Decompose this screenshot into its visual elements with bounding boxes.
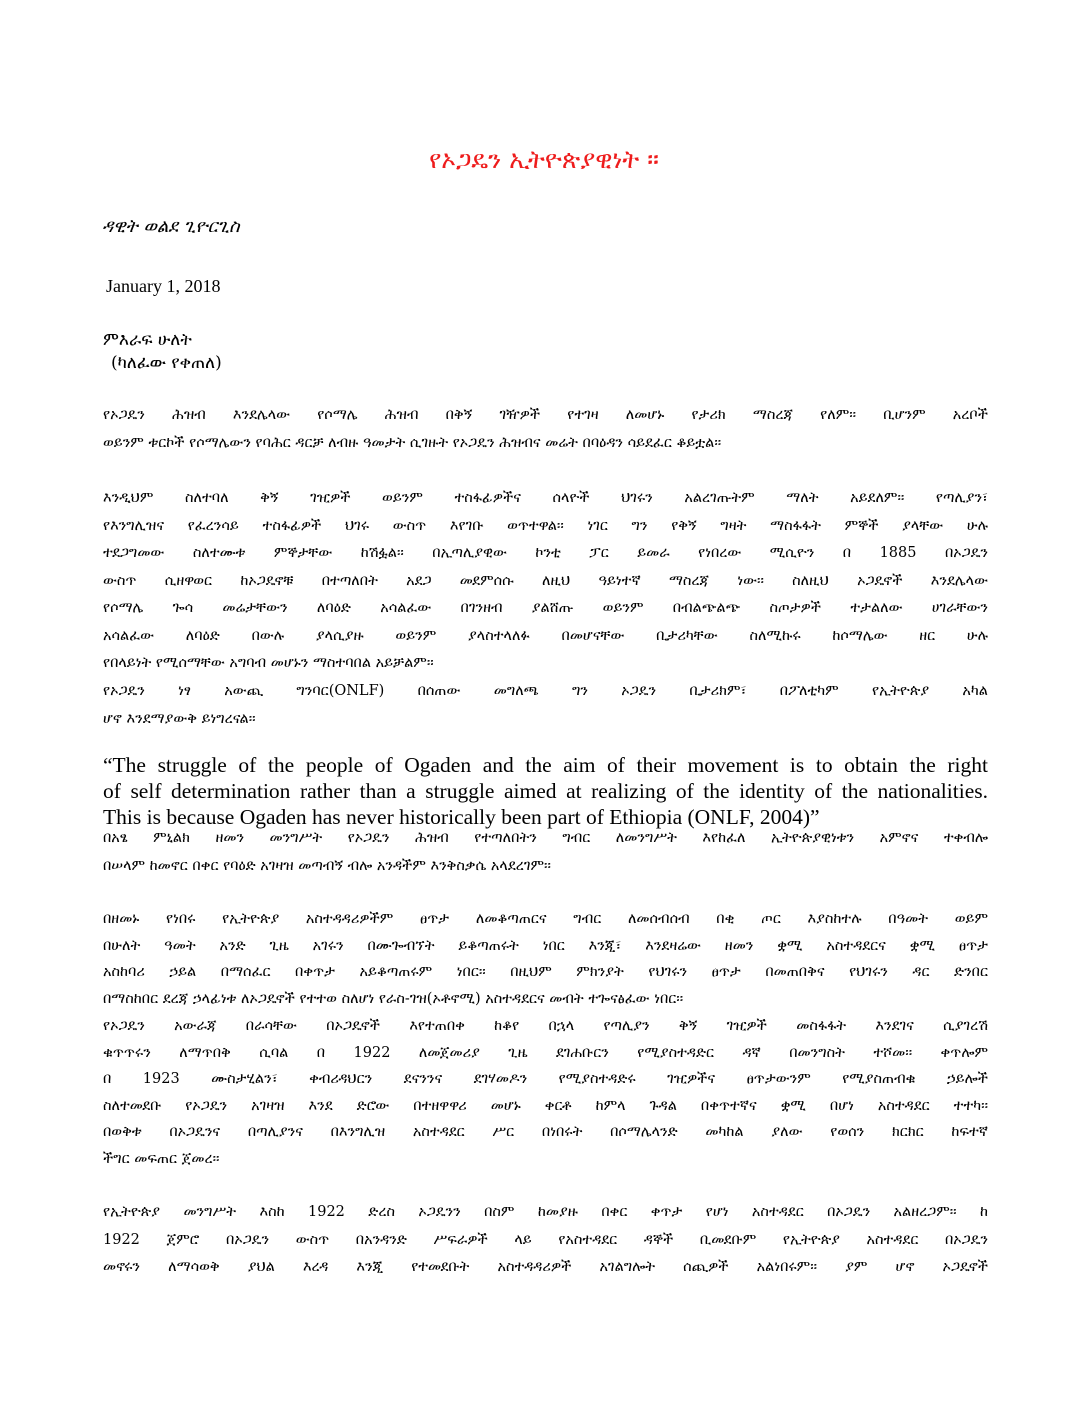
quote-line: “The struggle of the people of Ogaden and the aim of their movement is to obtain the right [103,753,988,777]
paragraph-line: ወይንም ቱርኮች የሶማሌውን የባሕር ዳርቻ ለብዙ ዓመታት ሲገዙት የኦጋዴን ሕዝብና መሬት በባዕዳን ሳይደፈር ቆይቷል፡፡ [103,434,722,451]
paragraph-4 [103,825,988,880]
paragraph-line: 1922 ጀምሮ በኦጋዴን ውስጥ በአንዳንድ ሥፍራዎች ላይ የአስተዳደር ዳኞች ቢመደቡም የኢትዮጵያ አስተዳደር በኦጋዴን [103,1231,988,1248]
chapter-note: (ካለፈው የቀጠለ) [111,353,222,373]
paragraph-line: የኦጋዴን ሕዝብ እንደሌላው የሶማሌ ሕዝብ በቅኝ ገዥዎች የተገዛ ለመሆኑ የታሪክ ማስረጃ የለም፡፡ ቢሆንም አረቦች [103,407,988,423]
author-name: ዳዊት ወልደ ጊዮርጊስ [102,216,240,237]
paragraph-line: ስለተመደቡ የኦጋዴን አገዛዝ እንደ ድሮው በተዘዋዋሪ መሆኑ ቀርቶ ከምላ ጉዳል በቀጥተኛና ቋሚ በሆነ አስተዳደር ተተካ፡፡ [103,1097,988,1114]
paragraph-line: በአፄ ምኒልክ ዘመን መንግሥት የኦጋዴን ሕዝብ የተጣለበትን ግብር ለመንግሥት እየከፈለ ኢትዮጵያዊነቱን አምኖና ተቀብሎ [103,830,988,846]
paragraph-line: በማስከበር ደረጃ ኃላፊነቱ ለኦጋዴኖች የተተወ ስለሆነ የራስ-ገዝ(ኦቶኖሚ) አስተዳደርና መብት ተጐናፅፈው ነበር፡፡ [103,990,684,1007]
paragraph-line: ቁጥጥሩን ለማጥበቅ ሲባል በ 1922 ለመጀመሪያ ጊዜ ደገሐቡርን የሚያስተዳድር ዳኛ በመንግስት ተሾመ፡፡ ቀጥሎም [103,1044,988,1061]
paragraph-line: የኢትዮጵያ መንግሥት እስከ 1922 ድረስ ኦጋዴንን በስም ከመያዙ በቀር ቀጥታ የሆነ አስተዳደር በኦጋዴን አልዘረጋም፡፡ ከ [103,1204,988,1220]
paragraph-line: በሁለት ዓመት አንድ ጊዜ አገሩን በሙጐብኘት ይቆጣጠሩት ነበር እንጂ፣ እንደዛሬው ዘመን ቋሚ አስተዳደርና ቋሚ ፀጥታ [103,937,988,954]
paragraph-line: የኦጋዴን ነፃ አውጪ ግንባር(ONLF) በሰጠው መግለጫ ግን ኦጋዴን ቢታሪክም፣ በፖለቲካም የኢትዮጵያ አካል [103,683,988,699]
quote-line: of self determination rather than a struggle aimed at realizing of the identity of the nationalities. [103,779,988,803]
paragraph-line: ሆኖ እንደማያውቅ ይነግረናል፡፡ [103,710,256,727]
paragraph-line: በወቅቱ በኦጋዴንና በጣሊያንና በእንግሊዝ አስተዳደር ሥር በነበሩት በሶማሌላንድ መካከል ያለው የወሰን ክርክር ከፍተኛ [103,1124,988,1140]
paragraph-line: አሳልፈው ለባዕድ በውሉ ያላሲያዙ ወይንም ያላስተላለፉ በመሆናቸው ቢታሪካቸው ስለሚኩሩ ከሶማሌው ዘር ሁሉ [103,627,988,644]
paragraph-line: በሠላም ከመኖር በቀር የባዕድ አገዛዝ መጣብኝ ብሎ አንዳችም እንቅስቃሴ አላደረገም፡፡ [103,857,551,874]
paragraph-line: ውስጥ ሲዘዋወር ከኦጋዴኖቹ በተጣለበት አደጋ መደምሰሱ ለዚህ ዓይነተኛ ማስረጃ ነው፡፡ ስለዚህ ኦጋዴኖች እንደሌላው [103,572,988,589]
paragraph-line: የኦጋዴን አውራጃ በራሳቸው በኦጋዴኖች እየተጠበቀ ከቆየ በኋላ የጣሊያን ቅኝ ገዢዎች መስፋፋት እንደገና ሲያገረሽ [103,1018,988,1034]
paragraph-5 [103,906,988,1012]
paragraph-line: በ 1923 ሙስታሂልን፣ ቀብሪዳህርን ደናንንና ደገሃመዶን የሚያስተዳድሩ ገዢዎችና ፀጥታውንም የሚያስጠብቁ ኃይሎች [103,1071,988,1087]
paragraph-2 [103,485,988,678]
paragraph-7 [103,1199,988,1282]
paragraph-line: የእንግሊዝና የፈረንሳይ ተስፋፊዎች ህገሩ ውስጥ እየገቡ ወጥተዋል፡፡ ነገር ግን የቅኝ ግዛት ማስፋፋት ምኞች ያላቸው ሁሉ [103,517,988,534]
paragraph-line: ችግር መፍጠር ጀመረ፡፡ [103,1150,220,1167]
quote-line: This is because Ogaden has never historically been part of Ethiopia (ONLF, 2004)” [103,805,820,829]
chapter-heading: ምእራፍ ሁለት [103,330,192,350]
paragraph-line: አስከባሪ ኃይል በማሰፈር በቀጥታ አይቆጣጠሩም ነበር፡፡ በዚህም ምክንያት የህገሩን ፀጥታ በመጠበቅና የህገሩን ዳር ድንበር [103,964,988,980]
paragraph-line: የሶማሌ ጐሳ መሬታቸውን ለባዕድ አሳልፈው በገንዘብ ያልሸጡ ወይንም በብልጭልጭ ስጦታዎች ተታልለው ሀገራቸውን [103,600,988,616]
paragraph-line: ተደጋግመው ስለተሙቱ ምኞታቸው ከሽፏል፡፡ በኢጣሊያዊው ኮንቲ ፓር ይመራ የነበረው ሚሲዮን በ 1885 በኦጋዴን [103,545,988,561]
paragraph-line: መኖሩን ለማሳወቅ ያህል እረዳ እንጂ የተመደቡት አስተዳዳሪዎች አገልግሎት ሰጪዎች አልነበሩም፡፡ ያም ሆኖ ኦጋዴኖች [103,1259,988,1275]
document-date: January 1, 2018 [106,276,221,296]
paragraph-line: የበላይነት የሚሰማቸው አግባብ መሆኑን ማስተባበል አይቻልም፡፡ [103,655,434,671]
english-quote [103,752,988,830]
document-title: የኦጋዴን ኢትዮጵያዊነት ። [429,145,659,174]
paragraph-1 [103,402,988,457]
paragraph-line: በዘመኑ የነበሩ የኢትዮጵያ አስተዳዳሪዎችም ፀጥታ ለመቆጣጠርና ግብር ለመሰብሰብ በቂ ጦር እያስከተሉ በዓመት ወይም [103,911,988,927]
paragraph-line: እንዲህም ስለተባለ ቅኝ ገዢዎች ወይንም ተስፋፊዎችና ሰላዮች ህገሩን አልረገጡትም ማለት አይደለም፡፡ የጣሊያን፣ [103,490,988,506]
paragraph-3 [103,678,988,733]
paragraph-6 [103,1013,988,1172]
